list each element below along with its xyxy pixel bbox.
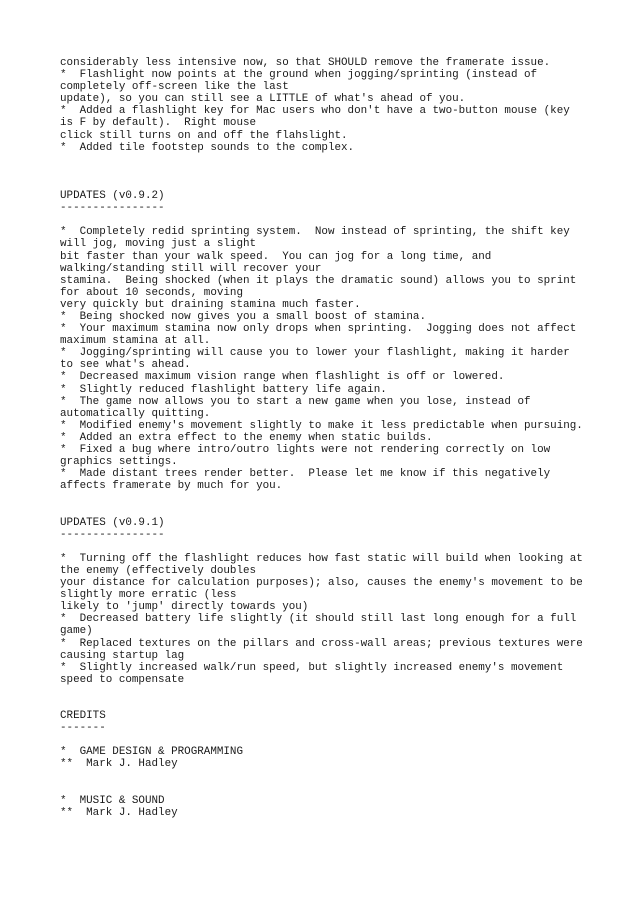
text-line: * Jogging/sprinting will cause you to lower your flashlight, making it harder	[60, 347, 570, 360]
spacer	[60, 698, 620, 710]
text-line: * Slightly increased walk/run speed, but slightly increased enemy's movement	[60, 661, 564, 674]
spacer	[60, 492, 620, 504]
text-line: for about 10 seconds, moving	[60, 286, 243, 299]
text-line: * Made distant trees render better. Please let me know if this negatively	[60, 468, 551, 481]
intro-block	[60, 57, 620, 154]
text-line: slightly more erratic (less	[60, 589, 237, 602]
credit-role: * GAME DESIGN & PROGRAMMING	[60, 746, 243, 759]
text-line: * Turning off the flashlight reduces how fast static will build when looking at	[60, 552, 583, 565]
text-line: causing startup lag	[60, 649, 185, 662]
text-line: bit faster than your walk speed. You can jog for a long time, and	[60, 250, 492, 263]
text-line: will jog, moving just a slight	[60, 238, 257, 251]
text-line: * Decreased battery life slightly (it should still last long enough for a full	[60, 613, 577, 626]
section-heading: UPDATES (v0.9.2)	[60, 190, 165, 203]
text-line: the enemy (effectively doubles	[60, 564, 257, 577]
text-line: game)	[60, 625, 93, 638]
text-line: * Added an extra effect to the enemy when static builds.	[60, 431, 433, 444]
spacer	[60, 783, 620, 795]
section-heading: UPDATES (v0.9.1)	[60, 516, 165, 529]
text-line: click still turns on and off the flahslight.	[60, 129, 348, 142]
text-line: is F by default). Right mouse	[60, 117, 257, 130]
text-line: * Completely redid sprinting system. Now instead of sprinting, the shift key	[60, 226, 570, 239]
text-line: * Added tile footstep sounds to the complex.	[60, 141, 355, 154]
spacer	[60, 504, 620, 516]
spacer	[60, 686, 620, 698]
spacer	[60, 178, 620, 190]
text-line: * Your maximum stamina now only drops when sprinting. Jogging does not affect	[60, 323, 577, 336]
text-line: maximum stamina at all.	[60, 335, 211, 348]
section-rule: -------	[60, 722, 106, 735]
credit-name: ** Mark J. Hadley	[60, 806, 178, 819]
spacer	[60, 214, 620, 226]
text-line: * Decreased maximum vision range when flashlight is off or lowered.	[60, 371, 505, 384]
section-rule: ----------------	[60, 528, 165, 541]
text-line: * Being shocked now gives you a small boost of stamina.	[60, 310, 426, 323]
text-line: automatically quitting.	[60, 407, 211, 420]
spacer	[60, 734, 620, 746]
section-updates-v091	[60, 517, 620, 686]
text-line: very quickly but draining stamina much faster.	[60, 298, 361, 311]
section-updates-v092	[60, 190, 620, 492]
credit-name: ** Mark J. Hadley	[60, 758, 178, 771]
text-line: walking/standing still will recover your	[60, 262, 322, 275]
text-line: * Flashlight now points at the ground when jogging/sprinting (instead of	[60, 69, 538, 82]
text-line: * Fixed a bug where intro/outro lights were not rendering correctly on low	[60, 444, 551, 456]
text-line: completely off-screen like the last	[60, 81, 289, 94]
spacer	[60, 541, 620, 553]
text-line: * Slightly reduced flashlight battery life again.	[60, 383, 387, 396]
credit-role: * MUSIC & SOUND	[60, 794, 165, 807]
text-line: your distance for calculation purposes); also, causes the enemy's movement to be	[60, 577, 583, 590]
spacer	[60, 771, 620, 783]
spacer	[60, 166, 620, 178]
section-credits	[60, 710, 620, 819]
text-line: update), so you can still see a LITTLE of what's ahead of you.	[60, 93, 466, 106]
text-line: considerably less intensive now, so that SHOULD remove the framerate issue.	[60, 57, 551, 69]
section-heading: CREDITS	[60, 710, 106, 723]
text-line: likely to 'jump' directly towards you)	[60, 601, 309, 614]
section-rule: ----------------	[60, 202, 165, 215]
text-line: speed to compensate	[60, 673, 185, 686]
text-line: affects framerate by much for you.	[60, 480, 283, 493]
text-line: * Added a flashlight key for Mac users who don't have a two-button mouse (key	[60, 105, 570, 118]
spacer	[60, 154, 620, 166]
text-line: graphics settings.	[60, 456, 178, 469]
text-line: to see what's ahead.	[60, 359, 191, 372]
text-line: stamina. Being shocked (when it plays the dramatic sound) allows you to sprint	[60, 274, 577, 287]
text-line: * The game now allows you to start a new game when you lose, instead of	[60, 395, 531, 408]
text-line: * Modified enemy's movement slightly to make it less predictable when pursuing.	[60, 419, 583, 432]
text-line: * Replaced textures on the pillars and cross-wall areas; previous textures were	[60, 637, 583, 650]
document-page	[60, 57, 620, 819]
